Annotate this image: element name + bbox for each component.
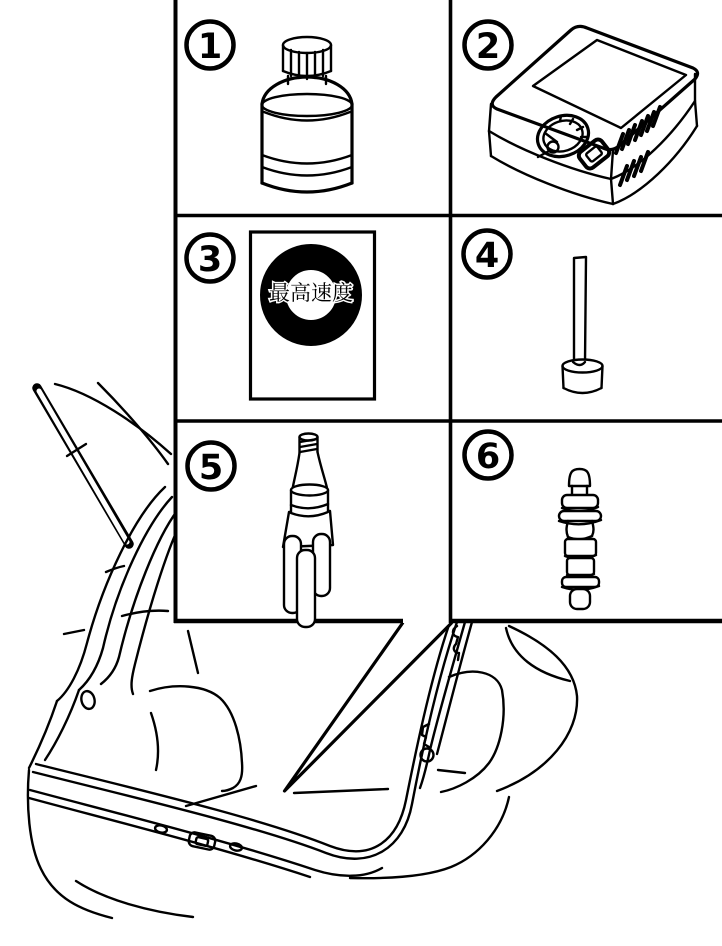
badge-item-3 xyxy=(187,235,234,282)
location-callout-wedge xyxy=(285,623,453,792)
badge-number-1: 1 xyxy=(197,27,223,67)
badge-item-4 xyxy=(464,231,511,278)
badge-number-3: 3 xyxy=(197,240,223,280)
badge-item-5 xyxy=(188,443,235,490)
badge-item-2 xyxy=(465,22,512,69)
badge-number-2: 2 xyxy=(475,27,501,67)
badge-number-5: 5 xyxy=(198,448,224,488)
badge-item-6 xyxy=(465,432,512,479)
badge-item-1 xyxy=(187,22,234,69)
item-speed-limit-sticker xyxy=(251,232,375,399)
badge-number-4: 4 xyxy=(474,236,500,276)
badge-number-6: 6 xyxy=(475,437,501,477)
sticker-label: 最高速度 xyxy=(269,281,353,305)
